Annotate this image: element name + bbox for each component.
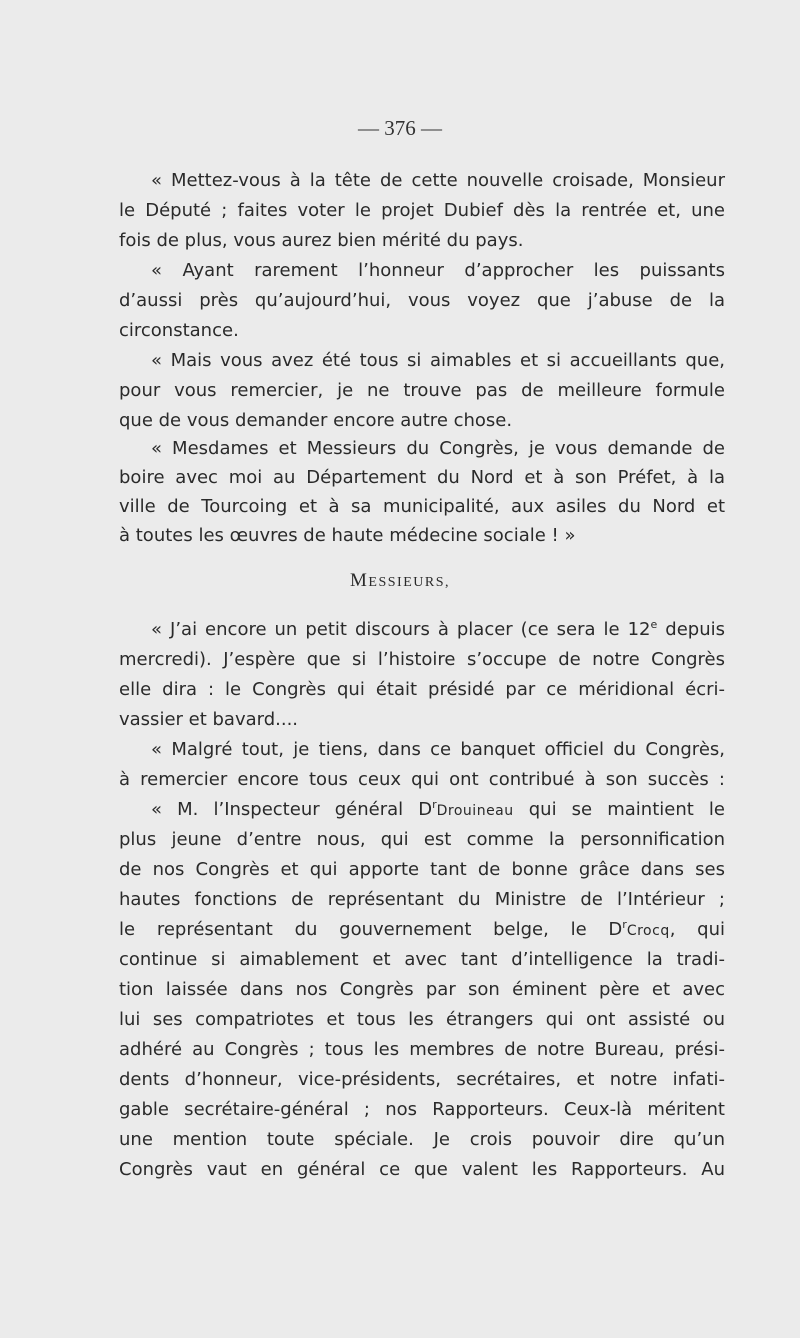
superscript: r bbox=[622, 918, 627, 931]
superscript: e bbox=[650, 618, 658, 631]
text-line: lui ses compatriotes et tous les étrangers qui ont assisté ou bbox=[119, 1009, 725, 1030]
person-name: Crocq bbox=[626, 923, 670, 939]
text-line: continue si aimablement et avec tant d’intelligence la tradi- bbox=[119, 949, 725, 970]
text-line: Congrès vaut en général ce que valent les Rapporteurs. Au bbox=[119, 1159, 725, 1180]
section-heading bbox=[0, 566, 800, 598]
text-line: « Mesdames et Messieurs du Congrès, je vous demande de bbox=[151, 438, 725, 459]
text-line: ville de Tourcoing et à sa municipalité, aux asiles du Nord et bbox=[119, 496, 725, 517]
text-line: à remercier encore tous ceux qui ont contribué à son succès : bbox=[119, 769, 725, 790]
text-line: pour vous remercier, je ne trouve pas de meilleure formule bbox=[119, 380, 725, 401]
text-line: plus jeune d’entre nous, qui est comme la personnification bbox=[119, 829, 725, 850]
text-line: boire avec moi au Département du Nord et à son Préfet, à la bbox=[119, 467, 725, 488]
text-segment: le représentant du gouvernement belge, le D bbox=[119, 919, 623, 940]
text-line: « Mettez-vous à la tête de cette nouvelle croisade, Monsieur bbox=[151, 170, 725, 191]
text-segment: « M. l’Inspecteur général D bbox=[151, 799, 433, 820]
text-line: de nos Congrès et qui apporte tant de bonne grâce dans ses bbox=[119, 859, 725, 880]
text-segment: qui se maintient le bbox=[513, 799, 725, 820]
text-line: hautes fonctions de représentant du Ministre de l’Intérieur ; bbox=[119, 889, 725, 910]
text-line: d’aussi près qu’aujourd’hui, vous voyez que j’abuse de la bbox=[119, 290, 725, 311]
text-line: mercredi). J’espère que si l’histoire s’occupe de notre Congrès bbox=[119, 649, 725, 670]
text-segment: , qui bbox=[669, 919, 726, 940]
page-number: — 376 — bbox=[358, 116, 442, 140]
text-line: le Député ; faites voter le projet Dubief dès la rentrée et, une bbox=[119, 200, 725, 221]
superscript: r bbox=[432, 798, 437, 811]
text-line: circonstance. bbox=[119, 320, 239, 341]
heading-rest: ESSIEURS, bbox=[368, 575, 450, 590]
text-line: « Mais vous avez été tous si aimables et si accueillants que, bbox=[151, 350, 725, 371]
text-line: vassier et bavard.... bbox=[119, 709, 299, 730]
text-line: elle dira : le Congrès qui était présidé par ce méridional écri- bbox=[119, 679, 725, 700]
text-line: que de vous demander encore autre chose. bbox=[119, 410, 513, 431]
text-line: fois de plus, vous aurez bien mérité du pays. bbox=[119, 230, 524, 251]
text-line: adhéré au Congrès ; tous les membres de notre Bureau, prési- bbox=[119, 1039, 725, 1060]
person-name: Drouineau bbox=[436, 803, 514, 819]
text-segment: « J’ai encore un petit discours à placer (ce sera le 12 bbox=[151, 619, 651, 640]
text-segment: depuis bbox=[657, 619, 726, 640]
text-line: gable secrétaire-général ; nos Rapporteurs. Ceux-là méritent bbox=[119, 1099, 725, 1120]
text-line: tion laissée dans nos Congrès par son éminent père et avec bbox=[119, 979, 725, 1000]
text-line bbox=[151, 615, 725, 645]
text-line: « Malgré tout, je tiens, dans ce banquet officiel du Congrès, bbox=[151, 739, 725, 760]
text-line: « Ayant rarement l’honneur d’approcher les puissants bbox=[151, 260, 725, 281]
text-line: à toutes les œuvres de haute médecine sociale ! » bbox=[119, 525, 576, 546]
text-line: dents d’honneur, vice-présidents, secrétaires, et notre infati- bbox=[119, 1069, 725, 1090]
text-line: une mention toute spéciale. Je crois pouvoir dire qu’un bbox=[119, 1129, 725, 1150]
text-line bbox=[151, 795, 725, 825]
heading-initial: M bbox=[350, 570, 369, 591]
text-line bbox=[119, 915, 725, 945]
